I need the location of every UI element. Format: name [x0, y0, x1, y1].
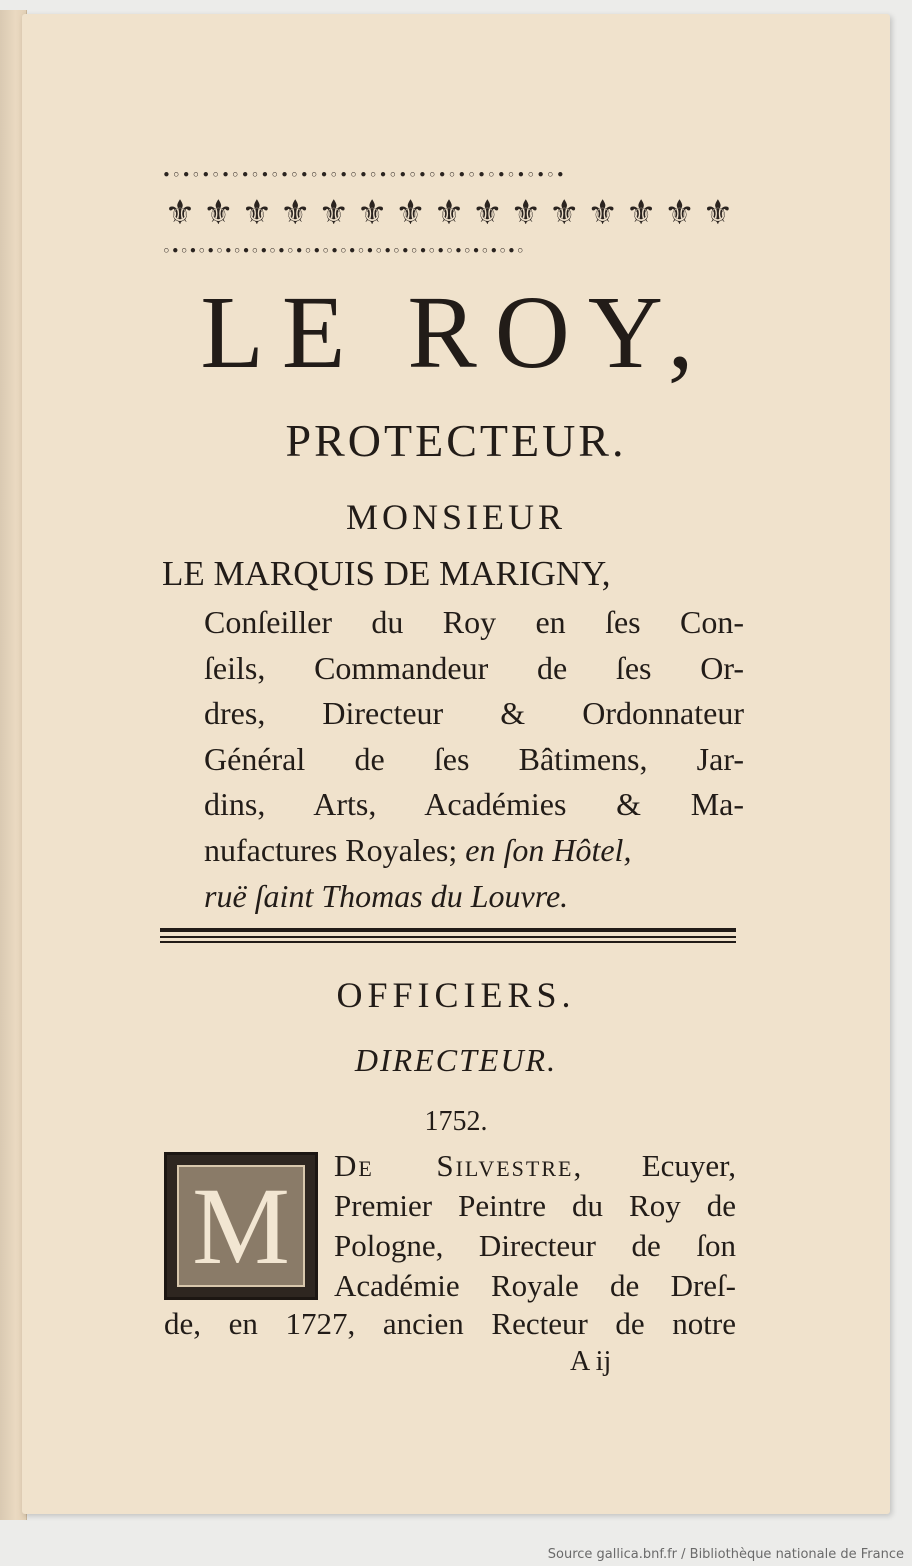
paragraph-line-italic: en ſon Hôtel, — [465, 831, 632, 868]
fleur-de-lis-icon: ⚜ — [280, 193, 311, 233]
year-label: 1752. — [424, 1106, 488, 1137]
rule-thick — [160, 928, 736, 932]
ornament-dots-bottom-text: ◦•◦•◦•◦•◦•◦•◦•◦•◦•◦•◦•◦•◦•◦•◦•◦•◦•◦•◦•◦•◦ — [162, 242, 525, 260]
entry-name: De Silvestre — [334, 1148, 574, 1183]
fleur-de-lis-icon: ⚜ — [164, 193, 196, 233]
entry-line — [334, 1146, 736, 1186]
fleur-de-lis-icon: ⚜ — [318, 193, 349, 233]
title-le-roy: LE ROY, — [200, 275, 712, 390]
entry-line: Académie Royale de Dreſ- — [334, 1268, 736, 1303]
fleur-de-lis-icon: ⚜ — [433, 193, 465, 233]
fleur-de-lis-icon: ⚜ — [395, 193, 426, 233]
fleur-de-lis-icon: ⚜ — [587, 193, 618, 233]
book-page — [22, 14, 890, 1514]
paragraph-line: dres, Directeur & Ordonnateur — [204, 695, 744, 732]
fleur-de-lis-row — [162, 190, 736, 236]
fleur-de-lis-icon: ⚜ — [548, 193, 580, 233]
fleur-de-lis-icon: ⚜ — [625, 193, 657, 233]
ornament-dots-top-text: •◦•◦•◦•◦•◦•◦•◦•◦•◦•◦•◦•◦•◦•◦•◦•◦•◦•◦•◦•◦• — [162, 166, 566, 184]
drop-cap-ornament — [164, 1152, 318, 1300]
entry-line-full: de, en 1727, ancien Recteur de notre — [164, 1306, 736, 1341]
paragraph-line — [204, 828, 744, 874]
paragraph-line: dins, Arts, Académies & Ma- — [204, 786, 744, 823]
dedication-paragraph — [204, 600, 744, 919]
rule-thin — [160, 941, 736, 943]
fleur-de-lis-icon: ⚜ — [702, 193, 734, 233]
paragraph-line-italic-last — [204, 874, 744, 920]
paragraph-line: ſeils, Commandeur de ſes Or- — [204, 649, 744, 686]
entry-line: Pologne, Directeur de ſon — [334, 1228, 736, 1263]
paragraph-line-address: ruë ſaint Thomas du Louvre. — [204, 877, 569, 914]
fleur-de-lis-icon: ⚜ — [356, 193, 388, 233]
entry-paragraph — [334, 1146, 736, 1306]
source-credit: Source gallica.bnf.fr / Bibliothèque nationale de France — [547, 1547, 904, 1562]
ornament-dots-top — [162, 164, 736, 186]
heading-officiers: OFFICIERS. — [336, 975, 576, 1015]
entry-line-rest: , Ecuyer, — [573, 1148, 736, 1183]
fleur-de-lis-icon: ⚜ — [203, 193, 234, 233]
paragraph-line: Général de ſes Bâtimens, Jar- — [204, 740, 744, 777]
fleur-de-lis-icon: ⚜ — [472, 193, 503, 233]
drop-cap-letter: M — [177, 1165, 305, 1287]
entry-line: Premier Peintre du Roy de — [334, 1188, 736, 1223]
paragraph-line-roman: nufactures Royales; — [204, 831, 466, 868]
fleur-de-lis-icon: ⚜ — [664, 193, 695, 233]
heading-protecteur: PROTECTEUR. — [285, 415, 627, 466]
heading-marquis: LE MARQUIS DE MARIGNY, — [162, 554, 611, 593]
fleur-de-lis-icon: ⚜ — [241, 193, 273, 233]
paragraph-line: Conſeiller du Roy en ſes Con- — [204, 604, 744, 640]
rule-thin — [160, 936, 736, 938]
fleur-de-lis-icon: ⚜ — [510, 193, 542, 233]
double-rule-divider — [160, 928, 736, 944]
signature-mark: A ij — [570, 1346, 612, 1377]
heading-monsieur: MONSIEUR — [345, 497, 566, 537]
heading-directeur: DIRECTEUR. — [354, 1042, 558, 1078]
ornament-dots-bottom — [162, 240, 736, 262]
